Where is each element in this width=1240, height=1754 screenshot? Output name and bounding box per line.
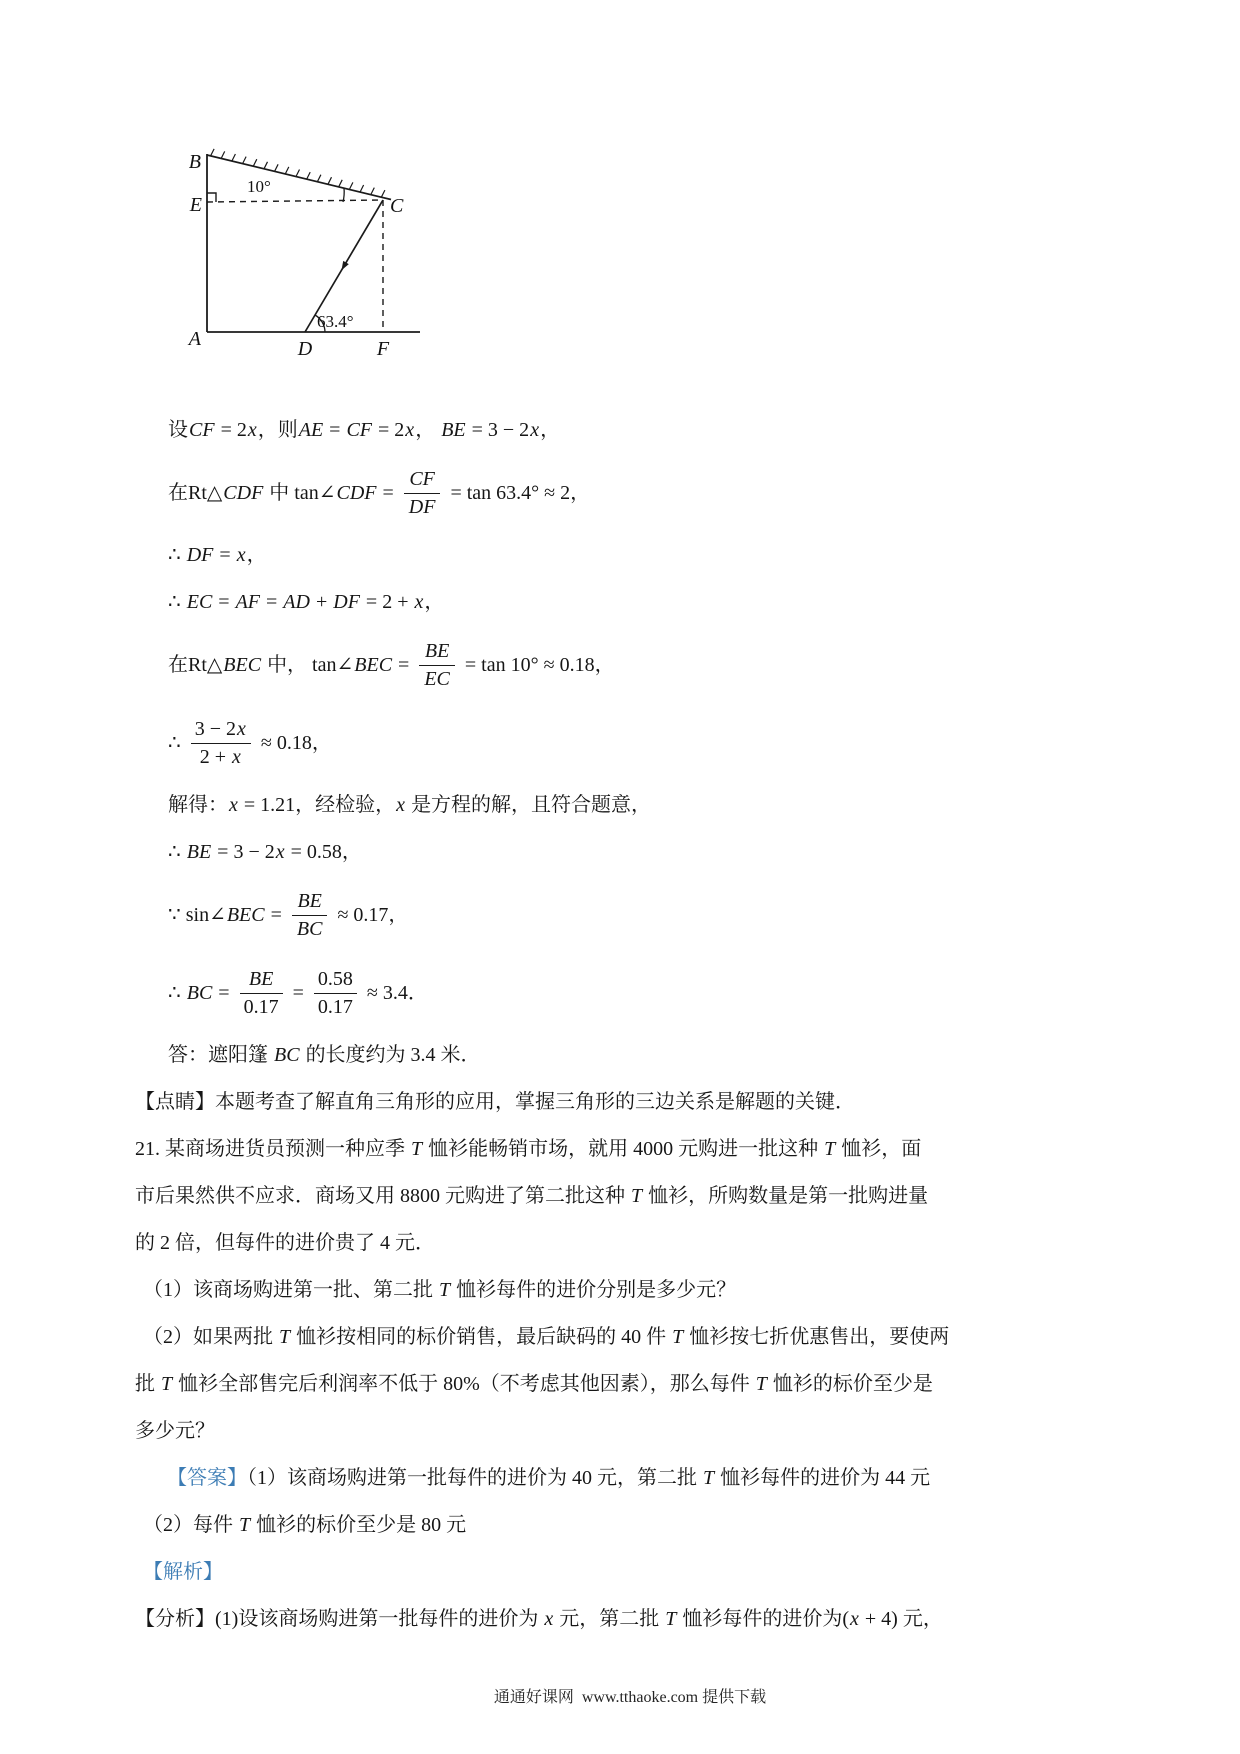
text-segment: = tan 63.4° ≈ 2， xyxy=(445,481,591,504)
text-segment: 恤衫的标价至少是 xyxy=(767,1373,933,1395)
text-segment: BE = 3 − 2x = 0.58 xyxy=(186,841,342,863)
text-segment: T xyxy=(824,1138,836,1160)
text-segment: ∴ xyxy=(168,841,186,863)
text-segment: 市后果然供不应求．商场又用 8800 元购进了第二批这种 xyxy=(135,1185,630,1207)
text-segment: EC = AF = AD + DF = 2 + x xyxy=(186,591,424,613)
text-segment: T xyxy=(631,1185,643,1207)
diagram-angle-arc-10 xyxy=(343,188,344,202)
text-segment: CF = 2x xyxy=(189,419,257,441)
label-C: C xyxy=(390,195,404,217)
text-segment: 答：遮阳篷 xyxy=(168,1044,273,1066)
fraction: $\frac{BE}{EC}$ xyxy=(419,640,455,691)
text-segment: 恤衫每件的进价分别是多少元？ xyxy=(451,1279,737,1301)
text-segment: （2）如果两批 xyxy=(143,1326,278,1348)
text-segment: BEC xyxy=(354,653,393,676)
text-segment: = xyxy=(213,981,235,1004)
text-segment: AE = CF = 2x xyxy=(298,419,415,441)
problem-line xyxy=(143,1277,1125,1303)
text-segment: BEC xyxy=(223,653,262,676)
solution-line xyxy=(168,714,1125,772)
text-segment: ∴ xyxy=(168,731,186,754)
text-segment: 元，第二批 xyxy=(554,1608,665,1630)
text-segment: 恤衫，面 xyxy=(836,1138,922,1160)
text-segment: BC xyxy=(274,1044,300,1066)
solution-line xyxy=(168,542,1125,569)
text-segment: 中， tan∠ xyxy=(262,653,354,676)
text-segment: T xyxy=(161,1373,173,1395)
label-A: A xyxy=(188,328,201,350)
text-segment: 多少元？ xyxy=(135,1420,215,1442)
text-segment: ≈ 0.17， xyxy=(332,903,409,926)
text-segment: 恤衫每件的进价为 44 元 xyxy=(715,1467,931,1489)
fraction: $\frac{BE}{BC}$ xyxy=(292,890,328,941)
text-segment: T xyxy=(239,1514,251,1536)
text-segment: ∵ sin∠ xyxy=(168,903,226,926)
text-segment: 批 xyxy=(135,1373,160,1395)
text-segment: 恤衫按七折优惠售出，要使两 xyxy=(684,1326,950,1348)
text-segment: 恤衫按相同的标价销售，最后缺码的 40 件 xyxy=(291,1326,672,1348)
text-segment: = xyxy=(377,481,399,504)
text-segment: DF = x xyxy=(186,544,246,566)
fraction: $\frac{0.58}{0.17}$ xyxy=(314,968,357,1019)
diagram-right-angle-mark xyxy=(207,193,216,202)
text-segment: T xyxy=(672,1326,684,1348)
text-segment: 的长度约为 3.4 米． xyxy=(300,1044,481,1066)
text-segment: 【点睛】本题考查了解直角三角形的应用，掌握三角形的三边关系是解题的关键． xyxy=(135,1091,855,1113)
text-segment: CDF xyxy=(336,481,377,504)
footer-text: 通通好课网 www.tthaoke.com 提供下载 xyxy=(493,1689,767,1706)
text-segment: ， xyxy=(415,419,441,441)
text-segment: ， xyxy=(424,591,445,613)
solution-line xyxy=(168,636,1125,694)
text-segment: ∴ xyxy=(168,591,186,613)
text-segment: 中 tan∠ xyxy=(264,481,336,504)
arrowhead-icon xyxy=(342,261,349,270)
problem-line xyxy=(135,1230,1125,1256)
solution-line xyxy=(168,792,1125,819)
page-footer xyxy=(135,1684,1125,1707)
text-segment: = xyxy=(287,981,309,1004)
text-segment: ∴ xyxy=(168,981,186,1004)
text-segment: T xyxy=(439,1279,451,1301)
text-segment: x xyxy=(544,1608,554,1630)
text-segment: ， xyxy=(246,544,267,566)
text-segment: ，经检验， xyxy=(295,794,396,816)
text-segment: = tan 10° ≈ 0.18， xyxy=(459,653,615,676)
text-segment: T xyxy=(703,1467,715,1489)
section-tag: 【答案】 xyxy=(167,1467,247,1489)
angle-label-10: 10° xyxy=(247,177,271,196)
problem-line xyxy=(143,1512,1125,1538)
label-F: F xyxy=(376,338,390,360)
text-segment: ，则 xyxy=(257,419,298,441)
text-segment: ≈ 0.18， xyxy=(255,731,332,754)
text-segment: 恤衫全部售完后利润率不低于 80%（不考虑其他因素），那么每件 xyxy=(173,1373,755,1395)
problem-line xyxy=(135,1136,1125,1162)
text-segment: ≈ 3.4． xyxy=(361,981,428,1004)
text-segment: ， xyxy=(341,841,362,863)
text-segment: T xyxy=(665,1608,677,1630)
solution-line xyxy=(135,1089,1125,1116)
text-segment: BEC xyxy=(226,903,265,926)
text-segment: 在Rt△ xyxy=(168,481,223,504)
text-segment: 【分析】(1)设该商场购进第一批每件的进价为 xyxy=(135,1608,544,1630)
text-segment: = xyxy=(265,903,287,926)
fraction: $\frac{CF}{DF}$ xyxy=(404,468,441,519)
solution-line xyxy=(168,589,1125,616)
text-segment: （1）该商场购进第一批每件的进价为 40 元，第二批 xyxy=(247,1467,702,1489)
problem-line xyxy=(135,1183,1125,1209)
diagram-hatch-ticks xyxy=(211,149,385,197)
text-segment: 恤衫的标价至少是 80 元 xyxy=(251,1514,467,1536)
text-segment: 是方程的解，且符合题意， xyxy=(406,794,652,816)
angle-label-63: 63.4° xyxy=(317,312,354,331)
diagram-dashed-EC xyxy=(207,200,382,202)
text-segment: 在Rt△ xyxy=(168,653,223,676)
problem-line xyxy=(135,1371,1125,1397)
problem-line xyxy=(167,1465,1125,1491)
geometry-diagram xyxy=(155,140,445,365)
text-segment: T xyxy=(755,1373,767,1395)
text-segment: BE = 3 − 2x xyxy=(441,419,540,441)
text-segment: 21. 某商场进货员预测一种应季 xyxy=(135,1138,410,1160)
label-D: D xyxy=(297,338,313,360)
solution-line xyxy=(168,464,1125,522)
text-segment: T xyxy=(279,1326,291,1348)
problem-line xyxy=(135,1606,1125,1632)
text-segment: T xyxy=(411,1138,423,1160)
text-segment: 解得： xyxy=(168,794,228,816)
solution-line xyxy=(168,886,1125,944)
solution-steps xyxy=(135,417,1125,1116)
text-segment: ， xyxy=(540,419,561,441)
text-segment: (x + 4) xyxy=(842,1608,898,1630)
text-segment: 的 2 倍，但每件的进价贵了 4 元． xyxy=(135,1232,435,1254)
text-segment: （2）每件 xyxy=(143,1514,238,1536)
fraction: $\frac{3 - 2x}{2 + x}$ xyxy=(191,718,251,769)
solution-line xyxy=(168,417,1125,444)
solution-line xyxy=(168,1042,1125,1069)
text-segment: （1）该商场购进第一批、第二批 xyxy=(143,1279,438,1301)
solution-line xyxy=(168,839,1125,866)
text-segment: 恤衫，所购数量是第一批购进量 xyxy=(643,1185,929,1207)
text-segment: CDF xyxy=(223,481,264,504)
fraction: $\frac{BE}{0.17}$ xyxy=(240,968,283,1019)
text-segment: x = 1.21 xyxy=(229,794,296,816)
solution-line xyxy=(168,964,1125,1022)
text-segment: BC xyxy=(186,981,213,1004)
text-segment: 元， xyxy=(897,1608,943,1630)
text-segment: ∴ xyxy=(168,544,186,566)
text-segment: = xyxy=(393,653,415,676)
label-B: B xyxy=(188,151,201,173)
problem-21 xyxy=(135,1136,1125,1632)
diagram-canopy-line xyxy=(207,155,391,200)
text-segment: 恤衫能畅销市场，就用 4000 元购进一批这种 xyxy=(423,1138,824,1160)
label-E: E xyxy=(189,194,202,216)
problem-line xyxy=(143,1324,1125,1350)
text-segment: 恤衫每件的进价为 xyxy=(677,1608,843,1630)
text-segment: 设 xyxy=(168,419,188,441)
section-tag: 【解析】 xyxy=(143,1561,223,1583)
text-segment: x xyxy=(396,794,406,816)
problem-line xyxy=(143,1559,1125,1585)
problem-line xyxy=(135,1418,1125,1444)
